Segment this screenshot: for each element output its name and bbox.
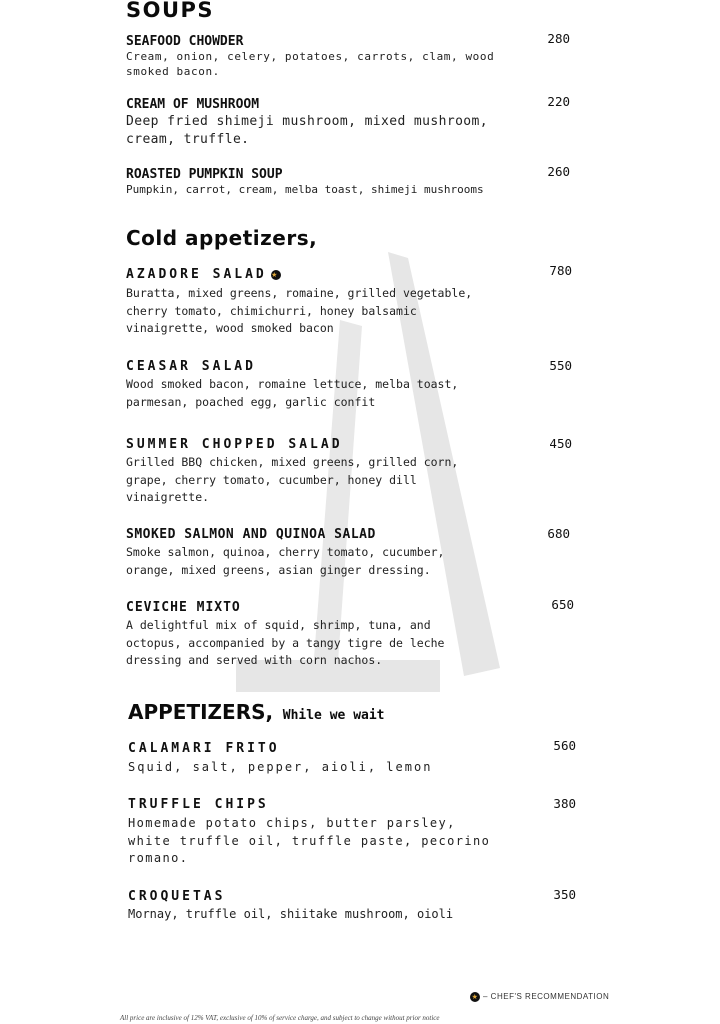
- item-desc-azadore-salad: Buratta, mixed greens, romaine, grilled vegetable, cherry tomato, chimichurri, honey balsamic vinaigrette, wood smoked bacon: [126, 286, 473, 335]
- item-name-smoked-salmon-quinoa-salad: SMOKED SALMON AND QUINOA SALAD: [126, 527, 376, 542]
- item-price-roasted-pumpkin-soup: 260: [547, 164, 570, 179]
- item-price-ceasar-salad: 550: [549, 358, 572, 373]
- item-desc-croquetas: Mornay, truffle oil, shiitake mushroom, oioli: [128, 907, 454, 921]
- item-price-smoked-salmon-quinoa-salad: 680: [547, 526, 570, 541]
- legend-text: – CHEF'S RECOMMENDATION: [483, 992, 610, 1002]
- item-desc-seafood-chowder: Cream, onion, celery, potatoes, carrots, clam, wood smoked bacon.: [126, 50, 495, 78]
- section-title-soups: SOUPS: [126, 0, 215, 22]
- item-name-roasted-pumpkin-soup: ROASTED PUMPKIN SOUP: [126, 167, 283, 182]
- section-heading-appetizers: [128, 700, 385, 724]
- footer-price-note: All price are inclusive of 12% VAT, exclusive of 10% of service charge, and subject to change without prior notice: [120, 1014, 440, 1022]
- item-name-seafood-chowder: SEAFOOD CHOWDER: [126, 34, 244, 49]
- chef-star-icon: [271, 270, 281, 280]
- item-desc-smoked-salmon-quinoa-salad: Smoke salmon, quinoa, cherry tomato, cucumber, orange, mixed greens, asian ginger dressing.: [126, 545, 445, 577]
- item-desc-cream-of-mushroom: Deep fried shimeji mushroom, mixed mushroom, cream, truffle.: [126, 114, 488, 147]
- item-desc-calamari-frito: Squid, salt, pepper, aioli, lemon: [128, 760, 433, 774]
- item-name-ceasar-salad: CEASAR SALAD: [126, 359, 256, 374]
- item-price-ceviche-mixto: 650: [551, 597, 574, 612]
- item-desc-ceasar-salad: Wood smoked bacon, romaine lettuce, melba toast, parmesan, poached egg, garlic confit: [126, 377, 459, 409]
- item-name-calamari-frito: CALAMARI FRITO: [128, 741, 280, 756]
- item-desc-ceviche-mixto: A delightful mix of squid, shrimp, tuna, and octopus, accompanied by a tangy tigre de leche dressing and served with corn nachos.: [126, 618, 445, 667]
- item-name-truffle-chips: TRUFFLE CHIPS: [128, 797, 269, 812]
- item-price-azadore-salad: 780: [549, 263, 572, 278]
- item-desc-summer-chopped-salad: Grilled BBQ chicken, mixed greens, grilled corn, grape, cherry tomato, cucumber, honey dill vinaigrette.: [126, 455, 459, 504]
- item-price-seafood-chowder: 280: [547, 31, 570, 46]
- item-price-croquetas: 350: [553, 887, 576, 902]
- item-name-cream-of-mushroom: CREAM OF MUSHROOM: [126, 97, 260, 112]
- chef-recommendation-legend: [470, 992, 609, 1002]
- chef-star-icon: [470, 992, 480, 1002]
- item-name-azadore-salad: [126, 267, 281, 282]
- item-name-summer-chopped-salad: SUMMER CHOPPED SALAD: [126, 437, 343, 452]
- item-price-truffle-chips: 380: [553, 796, 576, 811]
- item-desc-roasted-pumpkin-soup: Pumpkin, carrot, cream, melba toast, shimeji mushrooms: [126, 183, 484, 196]
- item-name-azadore-salad-text: AZADORE SALAD: [126, 267, 267, 282]
- item-price-calamari-frito: 560: [553, 738, 576, 753]
- item-price-cream-of-mushroom: 220: [547, 94, 570, 109]
- item-name-ceviche-mixto: CEVICHE MIXTO: [126, 600, 241, 615]
- section-title-appetizers: APPETIZERS,: [128, 700, 274, 724]
- item-desc-truffle-chips: Homemade potato chips, butter parsley, white truffle oil, truffle paste, pecorino romano.: [128, 816, 491, 865]
- item-name-croquetas: CROQUETAS: [128, 889, 226, 904]
- section-title-cold-appetizers: Cold appetizers,: [126, 226, 318, 250]
- item-price-summer-chopped-salad: 450: [549, 436, 572, 451]
- section-subtitle-appetizers: While we wait: [282, 708, 385, 723]
